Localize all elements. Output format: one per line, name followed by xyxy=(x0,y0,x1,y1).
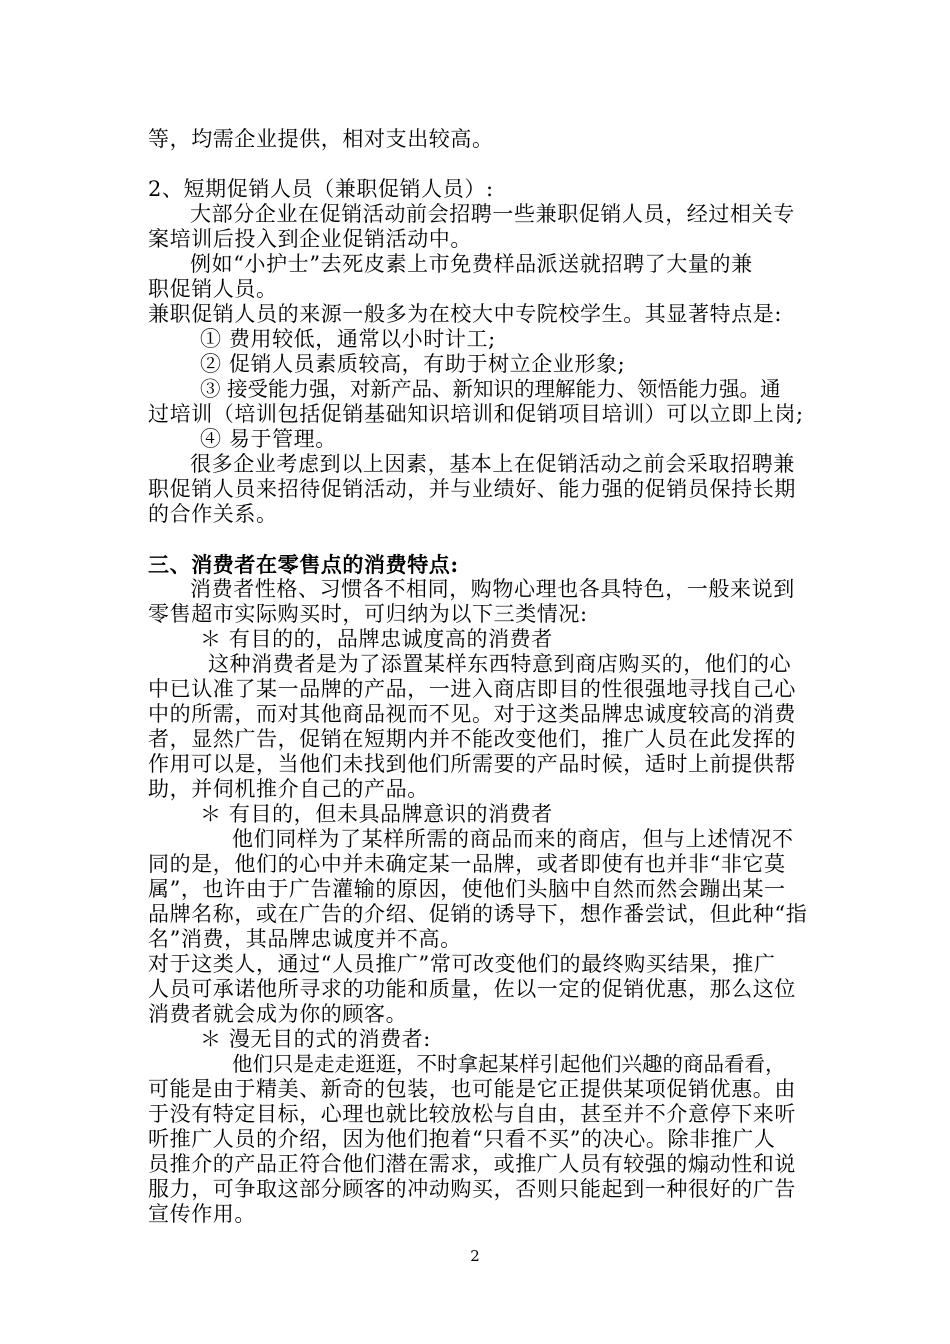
text-line: 名”消费，其品牌忠诚度并不高。 xyxy=(148,927,462,951)
text-line: 服力，可争取这部分顾客的冲动购买，否则只能起到一种很好的广告 xyxy=(148,1177,796,1201)
text-line: 消费者性格、习惯各不相同，购物心理也各具特色，一般来说到 xyxy=(190,577,795,601)
text-line: 例如“小护士”去死皮素上市免费样品派送就招聘了大量的兼 xyxy=(190,252,753,276)
list-item: ③ 接受能力强，对新产品、新知识的理解能力、领悟能力强。通 xyxy=(200,377,781,401)
text-line: 案培训后投入到企业促销活动中。 xyxy=(148,227,472,251)
section-heading: 三、消费者在零售点的消费特点: xyxy=(148,552,459,577)
list-item: ① 费用较低，通常以小时计工; xyxy=(200,327,496,351)
list-item: ② 促销人员素质较高，有助于树立企业形象; xyxy=(200,352,626,376)
text-line: 助，并伺机推介自己的产品。 xyxy=(148,777,429,801)
text-line: 同的是，他们的心中并未确定某一品牌，或者即使有也并非“非它莫 xyxy=(148,852,786,876)
text-line: 很多企业考虑到以上因素，基本上在促销活动之前会采取招聘兼 xyxy=(190,452,795,476)
text-line: 他们同样为了某样所需的商品而来的商店，但与上述情况不 xyxy=(232,827,794,851)
bullet-item: ＊ 漫无目的式的消费者: xyxy=(200,1027,431,1051)
text-line: 零售超市实际购买时，可归纳为以下三类情况: xyxy=(148,602,588,626)
text-line: 这种消费者是为了添置某样东西特意到商店购买的，他们的心 xyxy=(208,652,792,676)
page-number: 2 xyxy=(470,1247,480,1265)
text-line: 过培训（培训包括促销基础知识培训和促销项目培训）可以立即上岗; xyxy=(148,402,804,426)
text-line: 者，显然广告，促销在短期内并不能改变他们，推广人员在此发挥的 xyxy=(148,727,796,751)
text-line: 宣传作用。 xyxy=(148,1202,256,1226)
text-line: 大部分企业在促销活动前会招聘一些兼职促销人员，经过相关专 xyxy=(190,202,795,226)
bullet-item: ＊ 有目的，但未具品牌意识的消费者 xyxy=(200,802,553,826)
text-line: 员推介的产品正符合他们潜在需求，或推广人员有较强的煽动性和说 xyxy=(148,1152,796,1176)
text-line: 品牌名称，或在广告的介绍、促销的诱导下，想作番尝试，但此种“指 xyxy=(148,902,808,926)
text-line: 中的所需，而对其他商品视而不见。对于这类品牌忠诚度较高的消费 xyxy=(148,702,796,726)
bullet-item: ＊ 有目的的，品牌忠诚度高的消费者 xyxy=(200,627,553,651)
text-line: 属”，也许由于广告灌输的原因，使他们头脑中自然而然会蹦出某一 xyxy=(148,877,786,901)
text-line: 可能是由于精美、新奇的包装，也可能是它正提供某项促销优惠。由 xyxy=(148,1077,796,1101)
text-line: 的合作关系。 xyxy=(148,502,278,526)
text-line: 他们只是走走逛逛，不时拿起某样引起他们兴趣的商品看看， xyxy=(232,1052,786,1076)
text-line: 作用可以是，当他们未找到他们所需要的产品时候，适时上前提供帮 xyxy=(148,752,796,776)
text-line: 兼职促销人员的来源一般多为在校大中专院校学生。其显著特点是: xyxy=(148,302,783,326)
text-line: 对于这类人，通过“人员推广”常可改变他们的最终购买结果，推广 xyxy=(148,952,776,976)
text-line: 职促销人员来招待促销活动，并与业绩好、能力强的促销员保持长期 xyxy=(148,477,796,501)
text-line: 听推广人员的介绍，因为他们抱着“只看不买”的决心。除非推广人 xyxy=(148,1127,776,1151)
text-line: 于没有特定目标，心理也就比较放松与自由，甚至并不介意停下来听 xyxy=(148,1102,796,1126)
text-line: 职促销人员。 xyxy=(148,277,278,301)
text-line: 中已认准了某一品牌的产品，一进入商店即目的性很强地寻找自己心 xyxy=(148,677,796,701)
text-line: 等，均需企业提供，相对支出较高。 xyxy=(148,127,494,151)
list-item: ④ 易于管理。 xyxy=(200,427,337,451)
section-subheading: 2、短期促销人员（兼职促销人员）: xyxy=(148,177,494,201)
text-line: 消费者就会成为你的顾客。 xyxy=(148,1002,408,1026)
text-line: 人员可承诺他所寻求的功能和质量，佐以一定的促销优惠，那么这位 xyxy=(148,977,796,1001)
